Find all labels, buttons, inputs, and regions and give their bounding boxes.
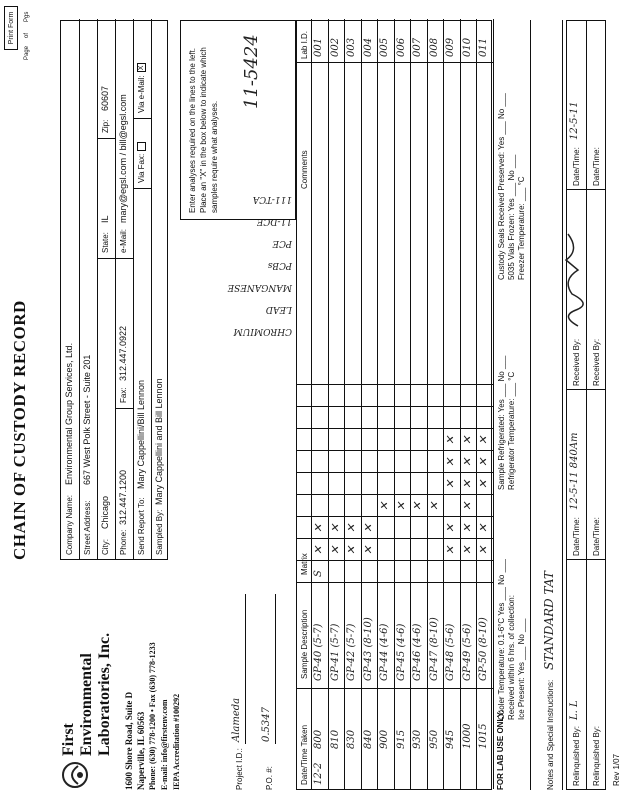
email-label: e-Mail: — [119, 228, 128, 253]
form-title-area — [10, 230, 32, 560]
sample-lab-id: 011 — [478, 37, 489, 57]
lab-name-2: Environmental — [78, 653, 95, 756]
lab-use-label: FOR LAB USE ONLY: — [496, 709, 505, 790]
send-report-label: Send Report To: — [137, 497, 146, 555]
analysis-mark[interactable]: ✕ — [328, 545, 342, 555]
sample-lab-id: 003 — [346, 37, 357, 57]
email-value: mary@egsl.com / bill@egsl.com — [118, 94, 128, 223]
sample-lab-id: 001 — [313, 37, 324, 57]
sample-time: 830 — [346, 729, 357, 749]
via-fax-checkbox[interactable] — [137, 142, 146, 151]
state-label: State: — [101, 232, 110, 253]
received-label: Received By: — [572, 338, 581, 386]
sample-refrigerated: Sample Refrigerated: Yes ___ No ___ — [497, 355, 506, 490]
street-label: Street Address: — [83, 500, 92, 555]
received-within: Received within 6 hrs. of collection: — [507, 595, 516, 720]
datetime-label: Date/Time: — [572, 517, 581, 556]
sample-time: 1000 — [461, 723, 473, 749]
analysis-mark[interactable]: ✕ — [394, 501, 408, 511]
table-row — [443, 19, 460, 789]
lab-logo — [60, 760, 90, 790]
revision-label: Rev 1/07 — [612, 753, 621, 786]
sample-time: 950 — [428, 729, 440, 749]
company-name-label: Company Name: — [65, 494, 74, 555]
sample-lab-id: 010 — [461, 37, 473, 57]
sample-description: GP-40 (5-7) — [313, 623, 324, 681]
zip-label: Zip: — [101, 119, 110, 133]
analysis-mark[interactable]: ✕ — [345, 523, 358, 533]
sample-date: 12-2 — [313, 762, 324, 785]
sample-lab-id: 008 — [428, 37, 440, 57]
ice-present: Ice Present: Yes ___ No ___ — [517, 618, 526, 720]
analysis-mark[interactable]: ✕ — [477, 435, 490, 445]
analysis-mark[interactable]: ✕ — [460, 479, 474, 489]
sample-lab-id: 007 — [412, 37, 423, 57]
sample-description: GP-48 (5-6) — [445, 623, 456, 681]
sample-description: GP-46 (4-6) — [412, 623, 423, 681]
lab-name-3: Laboratories, Inc. — [96, 632, 113, 756]
lab-name-1: First — [60, 723, 77, 756]
lab-email: E-mail: info@firstenv.com — [160, 699, 169, 790]
phone-value: 312.447.1200 — [118, 469, 128, 525]
sample-description: GP-41 (5-7) — [329, 623, 341, 681]
datetime4-label: Date/Time: — [592, 147, 601, 186]
analysis-mark[interactable]: ✕ — [444, 523, 457, 533]
lab-logo-icon — [60, 760, 90, 790]
sample-description: GP-43 (8-10) — [362, 617, 374, 681]
analysis-label: PCBs — [267, 260, 292, 270]
datetime-value: 12-5-11 840Am — [569, 432, 580, 510]
analysis-mark[interactable]: ✕ — [378, 501, 391, 511]
sample-time: 915 — [395, 729, 407, 749]
analysis-mark[interactable]: ✕ — [444, 435, 457, 445]
sample-description: GP-45 (4-6) — [395, 623, 407, 681]
form-title: CHAIN OF CUSTODY RECORD — [10, 300, 29, 560]
table-row — [328, 19, 345, 789]
analysis-col-1 — [180, 298, 300, 320]
analysis-col-2 — [180, 276, 300, 298]
vials-frozen: 5035 Vials Frozen: Yes ___ No ___ — [507, 154, 516, 280]
samples-table — [296, 20, 492, 790]
table-row — [427, 19, 444, 789]
notes-label: Notes and Special Instructions: — [546, 679, 555, 790]
table-row — [460, 19, 477, 789]
sample-description: GP-47 (8-10) — [428, 617, 440, 681]
table-row — [361, 19, 378, 789]
instructions-box — [180, 20, 296, 220]
lab-phone: Phone: (630) 778-1200 • Fax (630) 778-1233 — [148, 642, 157, 790]
pgs-label: Pgs — [24, 11, 30, 22]
col-sample-desc-header: Sample Description — [300, 609, 309, 679]
analysis-mark[interactable]: ✕ — [477, 545, 490, 555]
analysis-col-0 — [180, 320, 300, 342]
po-value: 0.5347 — [261, 707, 272, 742]
analysis-mark[interactable]: ✕ — [312, 545, 325, 555]
lab-accreditation: IEPA Accreditation #100292 — [172, 693, 181, 790]
lab-address-1: 1600 Shore Road, Suite D — [124, 691, 134, 790]
fax-value: 312.447.0922 — [118, 325, 128, 381]
analysis-col-3 — [180, 254, 300, 276]
datetime3-label: Date/Time: — [592, 517, 601, 556]
sample-time: 1015 — [478, 723, 489, 749]
sample-time: 800 — [313, 729, 324, 749]
via-fax: Via Fax: — [137, 142, 146, 183]
table-row — [476, 19, 493, 789]
print-form-button[interactable]: Print Form — [4, 6, 18, 50]
sample-time: 945 — [445, 729, 456, 749]
sample-time: 840 — [362, 729, 374, 749]
table-row — [377, 19, 394, 789]
zip-value: 60607 — [100, 85, 110, 111]
of-label: of — [24, 32, 30, 38]
sampled-by-label: Sampled By: — [155, 509, 164, 555]
custody-seals: Custody Seals Received Preserved: Yes ___ No ___ — [497, 93, 506, 280]
sample-lab-id: 002 — [329, 37, 341, 57]
page-counter — [4, 4, 38, 60]
sampled-by-value: Mary Cappellini and Bill Lennon — [154, 378, 164, 505]
analysis-mark[interactable]: ✕ — [477, 479, 490, 489]
analysis-label: PCE — [272, 238, 292, 248]
received-signature — [558, 220, 586, 330]
city-value: Chicago — [100, 495, 110, 529]
table-row — [344, 19, 361, 789]
phone-label: Phone: — [119, 529, 128, 555]
instructions-text: Enter analyses required on the lines to the left. Place an "X" in the box below to indicate which samples require what analyses. — [188, 47, 219, 213]
analysis-mark[interactable]: ✕ — [411, 501, 424, 511]
send-report-value: Mary Cappellini/Bill Lennon — [136, 379, 146, 489]
sample-description: GP-44 (4-6) — [379, 623, 390, 681]
sample-matrix: S — [313, 570, 324, 577]
analysis-mark[interactable]: ✕ — [361, 545, 375, 555]
cooler-temp: Cooler Temperature: 0.1-6°C Yes ___ No ___ — [497, 559, 506, 720]
col-comments-header: Comments — [300, 150, 309, 189]
analysis-mark[interactable]: ✕ — [328, 523, 342, 533]
fax-label: Fax: — [119, 387, 128, 403]
sample-description: GP-50 (8-10) — [478, 617, 489, 681]
analysis-mark[interactable]: ✕ — [361, 523, 375, 533]
analysis-label: MANGANESE — [227, 282, 292, 292]
sample-lab-id: 009 — [445, 37, 456, 57]
analysis-mark[interactable]: ✕ — [460, 457, 474, 467]
po-label: P.O. #: — [265, 766, 274, 790]
col-matrix-header: Matrix — [300, 553, 309, 575]
analysis-col-4 — [180, 232, 300, 254]
analysis-label: 11-DCE — [256, 216, 292, 226]
notes-value: STANDARD TAT — [542, 571, 556, 670]
analysis-mark[interactable]: ✕ — [444, 479, 457, 489]
lab-use-section — [496, 20, 546, 790]
analysis-label: 111-TCA — [252, 194, 292, 204]
sample-time: 930 — [412, 729, 423, 749]
analysis-mark[interactable]: ✕ — [460, 545, 474, 555]
relinquished-label: Relinquished By: — [572, 725, 581, 786]
page-label: Page — [24, 45, 30, 60]
notes-row — [540, 20, 564, 790]
relinquished-signature: L. L — [569, 700, 580, 720]
freezer-temp: Freezer Temperature: ___ °C — [517, 176, 526, 280]
refrigerator-temp: Refrigerator Temperature: ___ °C — [507, 371, 516, 490]
table-row — [410, 19, 427, 789]
col-datetime-header: Date/Time Taken — [300, 724, 309, 785]
sample-lab-id: 004 — [362, 37, 374, 57]
via-email: Via e-Mail:X — [137, 63, 146, 113]
received2-label: Received By: — [592, 338, 601, 386]
project-id-label: Project I.D.: — [235, 748, 244, 790]
analysis-label: CHROMIUM — [233, 326, 292, 336]
via-email-checkbox[interactable]: X — [137, 63, 146, 72]
project-block — [175, 570, 295, 790]
analysis-mark[interactable]: ✕ — [444, 545, 457, 555]
sample-time: 900 — [379, 729, 390, 749]
company-name: Environmental Group Services, Ltd. — [64, 342, 74, 485]
analysis-mark[interactable]: ✕ — [460, 523, 474, 533]
sample-description: GP-49 (5-6) — [461, 623, 473, 681]
analyses-header — [180, 194, 310, 560]
sample-lab-id: 005 — [379, 37, 390, 57]
lab-work-order: 11-5424 — [241, 34, 262, 109]
sample-description: GP-42 (5-7) — [346, 623, 357, 681]
signature-scribble-icon — [558, 220, 586, 330]
datetime2-label: Date/Time: — [572, 147, 581, 186]
analysis-mark[interactable]: ✕ — [444, 457, 457, 467]
analysis-label: LEAD — [265, 304, 292, 314]
analysis-mark[interactable]: ✕ — [460, 501, 474, 511]
lab-address-2: Naperville, IL 60563 — [136, 711, 146, 790]
company-info-box — [60, 20, 168, 560]
state-value: IL — [100, 215, 110, 223]
signature-block — [566, 20, 626, 790]
analysis-mark[interactable]: ✕ — [427, 501, 441, 511]
street-address: 667 West Polk Street - Suite 201 — [82, 354, 92, 485]
city-label: City: — [101, 539, 110, 555]
table-row — [394, 19, 411, 789]
sample-time: 810 — [329, 729, 341, 749]
received-datetime: 12-5-11 — [569, 101, 580, 140]
project-id-value: Alameda — [231, 697, 242, 742]
relinquished2-label: Relinquished By: — [592, 725, 601, 786]
analysis-mark[interactable]: ✕ — [460, 435, 474, 445]
analysis-mark[interactable]: ✕ — [345, 545, 358, 555]
analysis-mark[interactable]: ✕ — [477, 523, 490, 533]
sample-lab-id: 006 — [395, 37, 407, 57]
analysis-mark[interactable]: ✕ — [477, 457, 490, 467]
analysis-mark[interactable]: ✕ — [312, 523, 325, 533]
col-labid-header: Lab I.D. — [300, 30, 309, 59]
table-row — [311, 19, 328, 789]
